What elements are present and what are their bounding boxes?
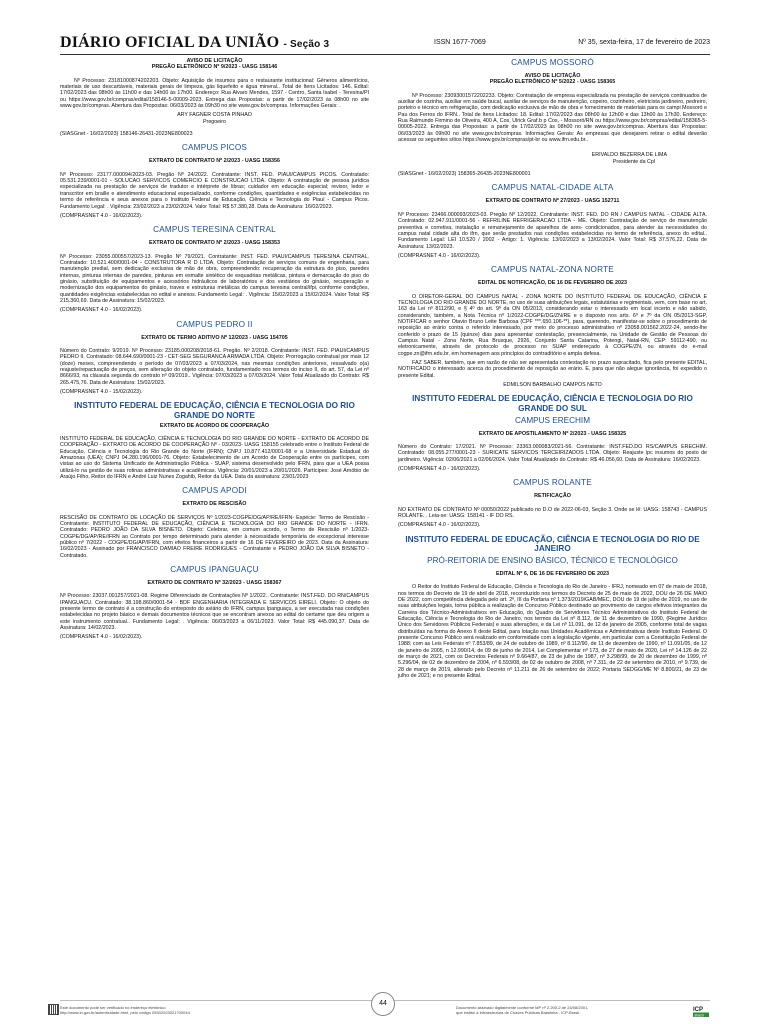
subheading: RETIFICAÇÃO [534,493,571,500]
comprasnet-note: (COMPRASNET 4.0 - 16/02/2023). [60,212,143,219]
department-heading: PRÓ-REITORIA DE ENSINO BÁSICO, TÉCNICO E TECNOLÓGICO [427,555,678,565]
section-label: - Seção 3 [283,39,330,50]
body-text: Nº Processo: 23055.000557/2023-13. Pregão Nº 79/2021. Contratante: INST. FED. PIAUI/CAMPUS TERESINA CENTRAL. Contratado: 10.521.400/0001-04 - CONSTRUTORA R D LTDA. Objeto: Contratação de serviços comuns de engenharia, para manutenção predial, sem dedicação exclusiva de mão de obra, compreendendo: recuperação da estrutura do piso, paredes internas, pinturas internas de paredes, pinturas em esmalte sintético de esquadrias metálicas, pintura e demarcação do piso do ginásio, substituição de equipamentos e acessórios hidráulicos de laboratórios e dos vestiários do ginásio, recuperação e modernização dos equipamentos do ginásio, traves e estruturas metálicas do campus teresina central/ifpi, conforme condições, quantidades exigências estabelecidas no edital e anexos. Fundamento Legal: . Vigência: 15/02/2023 a 15/02/2024. Valor Total: R$ 215.360,69. Data de Assinatura: 15/02/2023. [60,253,369,304]
signature-name: EDMILSON BARBALHO CAMPOS NETO [503,382,602,389]
campus-heading: CAMPUS MOSSORÓ [511,58,594,67]
comprasnet-note: (COMPRASNET 4.0 - 16/02/2023). [398,465,481,472]
subheading: EXTRATO DE ACORDO DE COOPERAÇÃO [159,422,270,429]
campus-heading: CAMPUS IPANGUAÇU [170,565,259,575]
body-text: Nº Processo: 23177.000094/2023-03. Pregão Nº 24/2022. Contratante: INST. FED. PIAUI/CAMPUS PICOS. Contratado: 05.531.239/0001-01 - SOLUCAO SERVICOS COMERCIO E CONSTRUCAO LTDA. Objeto: A contratação de pessoa jurídica especializada na prestação de serviços de tradutor e intérprete de libras; cuidador em educação especial; revisor, ledor e transcritor em braille e atendimento educacional especializado, conforme condições, quantidades e exigências estabelecidas no termo de referência e seus anexos para o Instituto Federal de Educação, Ciência e Tecnologia do Piauí - Campus Picos. Fundamento Legal: . Vigência: 23/02/2023 a 23/02/2024. Valor Total: R$ 57.380,28. Data de Assinatura: 16/02/2023. [60,171,369,210]
siasg-note: (SIASGnet - 16/02/2023) 158365-26435-2023NE800001 [398,171,531,178]
subheading: EXTRATO DE CONTRATO Nº 32/2023 - UASG 158367 [147,580,282,587]
subheading: PREGÃO ELETRÔNICO Nº 5/2022 - UASG 158365 [489,79,616,86]
institute-heading: INSTITUTO FEDERAL DE EDUCAÇÃO, CIÊNCIA E TECNOLOGIA DO RIO GRANDE DO SUL [412,394,693,413]
body-text: Nº Processo: 23093001572202233. Objeto: Contratação de empresa especializada na prestação de serviços continuados de auxiliar de cozinha, auxiliar em saúde bucal, auxiliar de serviços de manutenção, copeiro, cozinheiro, eletricista jardineiro, pedreiro, porteiro e técnico em refrigeração, com dedicação exclusiva de mão de obra e fornecimento de materiais para os campi Mossoró e Pau dos Ferros do IFRN.. Total de Itens Licitados: 18. Edital: 17/02/2023 das 08h00 às 12h00 e das 13h00 às 17h30. Endereço: Rua Raimundo Firmino de Oliveira, 400 A, Cos, Ulrick Graf.b p Cos, - Mossoró/RN ou https://www.gov.br/compras/edital/158365-5-00005-2022. Entrega das Propostas: a partir de 17/02/2023 às 08h00 no site www.gov.br/compras. Abertura das Propostas: 06/03/2023 às 09h00 no site www.gov.br/compras. Informações Gerais: As empresas que desejarem retirar o edital deverão acessar os seguintes sítios https://www.gov.br/compras/pt-br ou www.ifrn.edu.br.. [398,92,707,144]
page-header [60,34,710,55]
subheading: EXTRATO DE CONTRATO Nº 27/2023 - UASG 152711 [485,198,620,205]
signature-name: ARY FAGNER COSTA PINHAO [177,112,252,119]
journal-name: DIÁRIO OFICIAL DA UNIÃO [60,34,280,51]
campus-heading: CAMPUS NATAL-ZONA NORTE [491,265,614,275]
signature-role: Pregoeiro [203,118,226,125]
subheading: EXTRATO DE TERMO ADITIVO Nº 12/2023 - UASG 154705 [141,334,288,341]
page-number: 44 [371,992,395,1016]
body-text: Nº Processo: 23037.001257/2021-08. Regime Diferenciado de Contratações Nº 1/2022.. Contratante: INST.FED. DO RN/CAMPUS IPANGUACU. Contratado: 38.198.860/0001-54 - BDF ENGENHARIA INTEGRADA E SERVICOS EIRELI. Objeto: O objeto do presente termo de contrato é a construção do entreposto do aviário do IFRN, campus Ipanguaçu, a ser executada nas condições estabelecidas no projeto básico e demais documentos técnicos que se encontram anexos ao edital do certame que deu origem a este instrumento contratual.. Fundamento Legal: . Vigência: 06/03/2023 a 06/11/2023. Valor Total: R$ 445.090,37. Data de Assinatura: 14/02/2023. [60,593,369,632]
issn: ISSN 1677-7069 [434,39,486,46]
body-text: Nº Processo: 23466.000093/2023-03. Pregão Nº 12/2022. Contratante: INST. FED. DO RN / CAMPUS NATAL - CIDADE ALTA. Contratado: 02.947.911/0001-56 - REFRILINE REFRIGERACAO LTDA - ME. Objeto: Contratação de serviço de manutenção preventiva e corretiva, instalação e remanejamento de aparelhos de ares- condicionados, para atender às necessidades do campus natal cidade alta do ifrn, que serão prestados nas condições estabelecidas no termo de referência, anexo do edital.. Fundamento Legal: LEI 10.520 / 2002 - Artigo: 1. Vigência: 13/02/2023 a 13/02/2024. Valor Total: R$ 37.576,22. Data de Assinatura: 13/02/2023. [398,211,707,250]
journal-title [60,34,329,52]
signature-line: que institui a Infraestrutura de Chaves Públicas Brasileira - ICP-Brasil. [456,1010,581,1016]
comprasnet-note: (COMPRASNET 4.0 - 16/02/2023). [398,252,481,259]
body-text: RESCISÃO DE CONTRATO DE LOCAÇÃO DE SERVIÇOS Nº 1/2023-COGPE/DG/AP/RE/IFRN- Espécie: Termo de Rescisão - Contratante: INSTITUTO FEDERAL DE EDUCAÇÃO, CIÊNCIA E TECNOLOGIA DO RIO GRANDE DO NORTE - IFRN. Contratado: PEDRO JOÃO DA SILVA BISNETO. Objeto: Celebrar, em comum acordo, o Termo de Rescisão nº 1/2023-COGPE/DG/AP/RE/IFRN ao Contrato por tempo determinado para atender à necessidade temporária de excepcional interesse público nº 7/2022 - COGPE/DG/AP/IFRN, com efeitos financeiros a partir de 16 DE FEVEREIRO de 2023. Data da Assinatura: 16/02/2023 - Assinado por FRANCISCO DAMIAO FREIRE RODRIGUES - Contratante e PEDRO JOÃO DA SILVA BISNETO - Contratado. [60,514,369,559]
verification-line: Este documento pode ser verificado no endereço eletrônico [60,1005,166,1010]
page-footer [60,1000,710,1021]
qr-code-icon [48,1004,59,1015]
right-column [398,58,707,682]
siasg-note: (SIASGnet - 16/02/2023) 158146-26431-2023NE800023 [60,131,193,138]
edition-info: Nº 35, sexta-feira, 17 de fevereiro de 2023 [578,39,710,46]
icp-brasil-logo-icon [692,1004,710,1018]
subheading: PREGÃO ELETRÔNICO Nº 9/2023 - UASG 158146 [151,64,278,71]
campus-heading: CAMPUS NATAL-CIDADE ALTA [491,183,614,193]
verification-note [60,1005,320,1015]
body-text: Número do Contrato: 9/2019. Nº Processo: 23185.000208/2018-61. Pregão. Nº 2/2018. Contratante: INST. FED. PIAUI/CAMPUS PEDRO II. Contratado: 08.644.690/0001-23 - CET-SEG SEGURANCA ARMADA LTDA. Objeto: Prorrogação contratual por mais 12 (doze) meses, compreendendo o período de 07/03/2023 a 07/03/2024, nas mesmas condições anteriores, ressalvado o(a) reajuste/repactuação de preços, sem alteração do objeto contratado, fundamentado nos termos do inciso II, do art. 57, da Lei nº 8666/93, na cláusula segunda do contrato nº 09/2019.. Vigência: 07/03/2023 a 07/03/2024. Valor Total Atualizado do Contrato: R$ 265.475,76. Data de Assinatura: 15/02/2023. [60,347,369,386]
verification-url[interactable]: http://www.in.gov.br/autenticidade.html, pelo código 05302023021700044 [60,1010,190,1016]
subheading: EXTRATO DE CONTRATO Nº 2/2023 - UASG 158353 [149,240,280,247]
body-text: FAZ SABER, também, que em razão de não ser apresentada contestação no prazo supracitado, fica pelo presente EDITAL, NOTIFICADO o interessado acerca do procedimento de reposição ao erário. E, para que não alegue ignorância, foi expedido o presente Edital. [398,360,707,379]
subheading: EDITAL Nº 6, DE 16 DE FEVEREIRO DE 2023 [496,570,609,577]
subheading: EXTRATO DE APOSTILAMENTO Nº 2/2023 - UASG 158325 [478,430,627,437]
body-text: INSTITUTO FEDERAL DE EDUCAÇÃO, CIÊNCIA E TECNOLOGIA DO RIO GRANDE DO NORTE - EXTRATO DE ACORDO DE COOPERAÇÃO - EXTRATO DE ACORDO DE COOPERAÇÃO Nº - 03/2023- UASG 158155 celebrado entre o Instituto Federal de Educação, Ciência e Tecnologia do Rio Grande do Norte (IFRN); CNPJ 10.877.412/0001-68 e a Universidade Estadual do Amazonas (UEA); CNPJ 04.280.196/0001-76. Objeto: Estabelecimento de um Acordo de Cooperação entre os partícipes, com vistas ao uso do Sistema Unificado de Administração Pública - SUAP, sistema desenvolvido pelo IFRN, para que a UEA possa utilizá-lo na gestão de suas rotinas administrativas e acadêmicas. Vigência: 20/01/2023 a 20/01/2026. Partícipes: José Arnóbio de Araújo Filho, Reitor do IFRN e André Luiz Nunes Zogahib, Reitor da UEA. Data da assinatura: 23/01/2023 [60,435,369,480]
body-text: O DIRETOR-GERAL DO CAMPUS NATAL - ZONA NORTE DO INSTITUTO FEDERAL DE EDUCAÇÃO, CIÊNCIA E TECNOLOGIA DO RIO GRANDE DO NORTE, no uso de suas atribuições legais, estatutárias e regimentais, vem, com base no art. 163 da Lei nº 8112/90, e § 4º do art. 9º da ON 05/2013, considerando estar o interessado em local incerto e não sabido, considerando, também, a Nota Técnica nº 1/2022-COGPE/DG/ZN/RE e o disposto nos arts. 6º e 7º da ON 05/2013-SGP, NOTIFICAR o senhor Otavio Bruno Leite Barbosa (CPF ***.650.106-**), para, querendo, manifestar-se sobre o procedimento de reposição ao erário contra o referido interessado, por meio do processo administrativo nº 23058.001562.2022-24, sendo-lhe conferido o prazo de 15 (quinze) dias para apresentar contestação, presencialmente, na Unidade de Gestão de Pessoas do Campus Natal - Zona Norte, Rua Brusque, 2926, Conjunto Santa Catarina, Potengi, Natal-RN, CEP: 59112-490, ou eletronicamente, através de protocolo de processo no SUAP endereçado à COGPE/ZN, ou através do e-mail cogpe.zn@ifrn.edu.br, em homenagem aos princípios do contraditório e ampla defesa. [398,293,707,357]
body-text: Nº Processo: 23181000874202203. Objeto: Aquisição de insumos para o restaurante institucional: Gêneros alimentícios, materiais de uso descartáveis, materiais gerais de limpeza, gás liquefeito e água mineral.. Total de Itens Licitados: 146. Edital: 17/02/2023 das 08h00 às 11h00 e das 14h00 às 17h00. Endereço: Rua Alvaro Mendes, 1597 - Centro, Santa Isabel - Teresina/PI ou https://www.gov.br/compras/edital/158146-5-00009-2023. Entrega das Propostas: a partir de 17/02/2023 às 08h00 no site www.gov.br/compras. Abertura das Propostas: 06/03/2023 às 09h30 no site www.gov.br/compras. Informações Gerais: . [60,77,369,110]
body-text: O Reitor do Instituto Federal de Educação, Ciência e Tecnologia do Rio de Janeiro - IFRJ, nomeado em 07 de maio de 2018, nos termos do Decreto de 19 de abril de 2018, reconduzido nos termos do Decreto de 25 de maio de 2022, DOU de 26 DE MAIO DE 2022, com competência delegada pelo art. 2º, III da Portaria nº 1.373/2019/GAB/MEC, DOU de 19 de julho de 2019, no uso de suas atribuições legais, torna pública a realização de Concurso Público destinado ao provimento de cargos efetivos integrantes da Carreira dos Técnico-Administrativos em Educação, do Quadro de Servidores Técnico Administrativos do Instituto Federal de Educação, Ciência e Tecnologia do Rio de Janeiro, nos termos da Lei nº 8.112, de 11 de dezembro de 1990, (Regime Jurídico Único dos Servidores Públicos Federais) e suas alterações, e da Lei nº 11.091, de 12 de janeiro de 2005, conforme total de vagas distribuídas na forma do Anexo II deste Edital, para lotação nas Unidades Acadêmicas e Administrativas deste Instituto Federal. O presente Concurso Público será realizado em conformidade com a legislação vigente, em particular com a Constituição Federal de 1988; com as Leis Federais nº 7.853/89, de 24 de outubro de 1989, nº 8.112/90, de 11 de dezembro de 1990, nº 11.091/05, de 12 de janeiro de 2005, n 12.990/14, de 09 de junho de 2014, Lei Complementar nº 173, de 27 de maio de 2020, Lei nº 14.126 de 22 de março de 2021, com os Decretos Federais nº 9.664/87, de 23 de julho de 1987, nº 3.298/99, de 20 de dezembro de 1999, nº 5.296/04, de 02 de dezembro de 2004, nº 6.593/08, de 02 de outubro de 2008, nº 7.311, de 22 de setembro de 2010, nº 9.739, de 28 de março de 2019, alterado pelo Decreto nº 11.211 de 26 de setembro de 2022; Portaria SEDGG/ME Nº 8.800/21, de 23 de julho de 2021; e no presente Edital. [398,584,707,679]
body-text: Número do Contrato: 17/2021. Nº Processo: 23363.000083/2021-56. Contratante: INST.FED.DO RS/CAMPUS ERECHIM. Contratado: 08.055.277/0001-23 - SURICATE SERVICOS TERCEIRIZADOS LTDA. Objeto: Reajuste ipc insumos do posto de jardineiro. Vigência: 02/06/2021 a 02/06/2024. Valor Total Atualizado do Contrato: R$ 46.056,60. Data de Assinatura: 16/02/2023. [398,443,707,463]
campus-heading: CAMPUS ROLANTE [513,478,592,488]
institute-heading: INSTITUTO FEDERAL DE EDUCAÇÃO, CIÊNCIA E TECNOLOGIA DO RIO GRANDE DO NORTE [74,401,355,420]
campus-heading: CAMPUS ERECHIM [514,415,591,425]
comprasnet-note: (COMPRASNET 4.0 - 15/02/2023). [60,389,143,396]
comprasnet-note: (COMPRASNET 4.0 - 16/02/2023). [60,307,143,314]
campus-heading: CAMPUS APODI [182,486,247,496]
svg-text:Brasil: Brasil [694,1013,704,1018]
heading: AVISO DE LICITAÇÃO [524,73,581,79]
comprasnet-note: (COMPRASNET 4.0 - 16/02/2023). [398,522,481,529]
svg-text:ICP: ICP [693,1007,704,1013]
campus-heading: CAMPUS PEDRO II [176,319,253,329]
heading: AVISO DE LICITAÇÃO [186,58,243,64]
body-text: NO EXTRATO DE CONTRATO Nº 00050/2022 publicado no D.O de 2022-06-03, Seção 3. Onde se lê: UASG: 158743 - CAMPUS ROLANTE. . Leia-se: UASG: 158141 - IF DO RS. [398,506,707,519]
subheading: EXTRATO DE CONTRATO Nº 2/2023 - UASG 158356 [149,158,280,165]
institute-heading: INSTITUTO FEDERAL DE EDUCAÇÃO, CIÊNCIA E TECNOLOGIA DO RIO DE JANEIRO [405,534,700,554]
signature-name: ERIVALDO BEZERRA DE LIMA [591,152,667,159]
left-column [60,58,369,644]
signature-role: Presidente da Cpl [612,158,655,165]
signature-note [456,1005,686,1015]
subheading: EXTRATO DE RESCISÃO [182,501,247,508]
campus-heading: CAMPUS PICOS [181,143,248,153]
campus-heading: CAMPUS TERESINA CENTRAL [153,225,276,235]
comprasnet-note: (COMPRASNET 4.0 - 16/02/2023). [60,634,143,641]
signature-line: Documento assinado digitalmente conforme MP nº 2.200-2 de 24/08/2001, [456,1005,589,1010]
subheading: EDITAL DE NOTIFICAÇÃO, DE 16 DE FEVEREIRO DE 2023 [478,280,627,287]
